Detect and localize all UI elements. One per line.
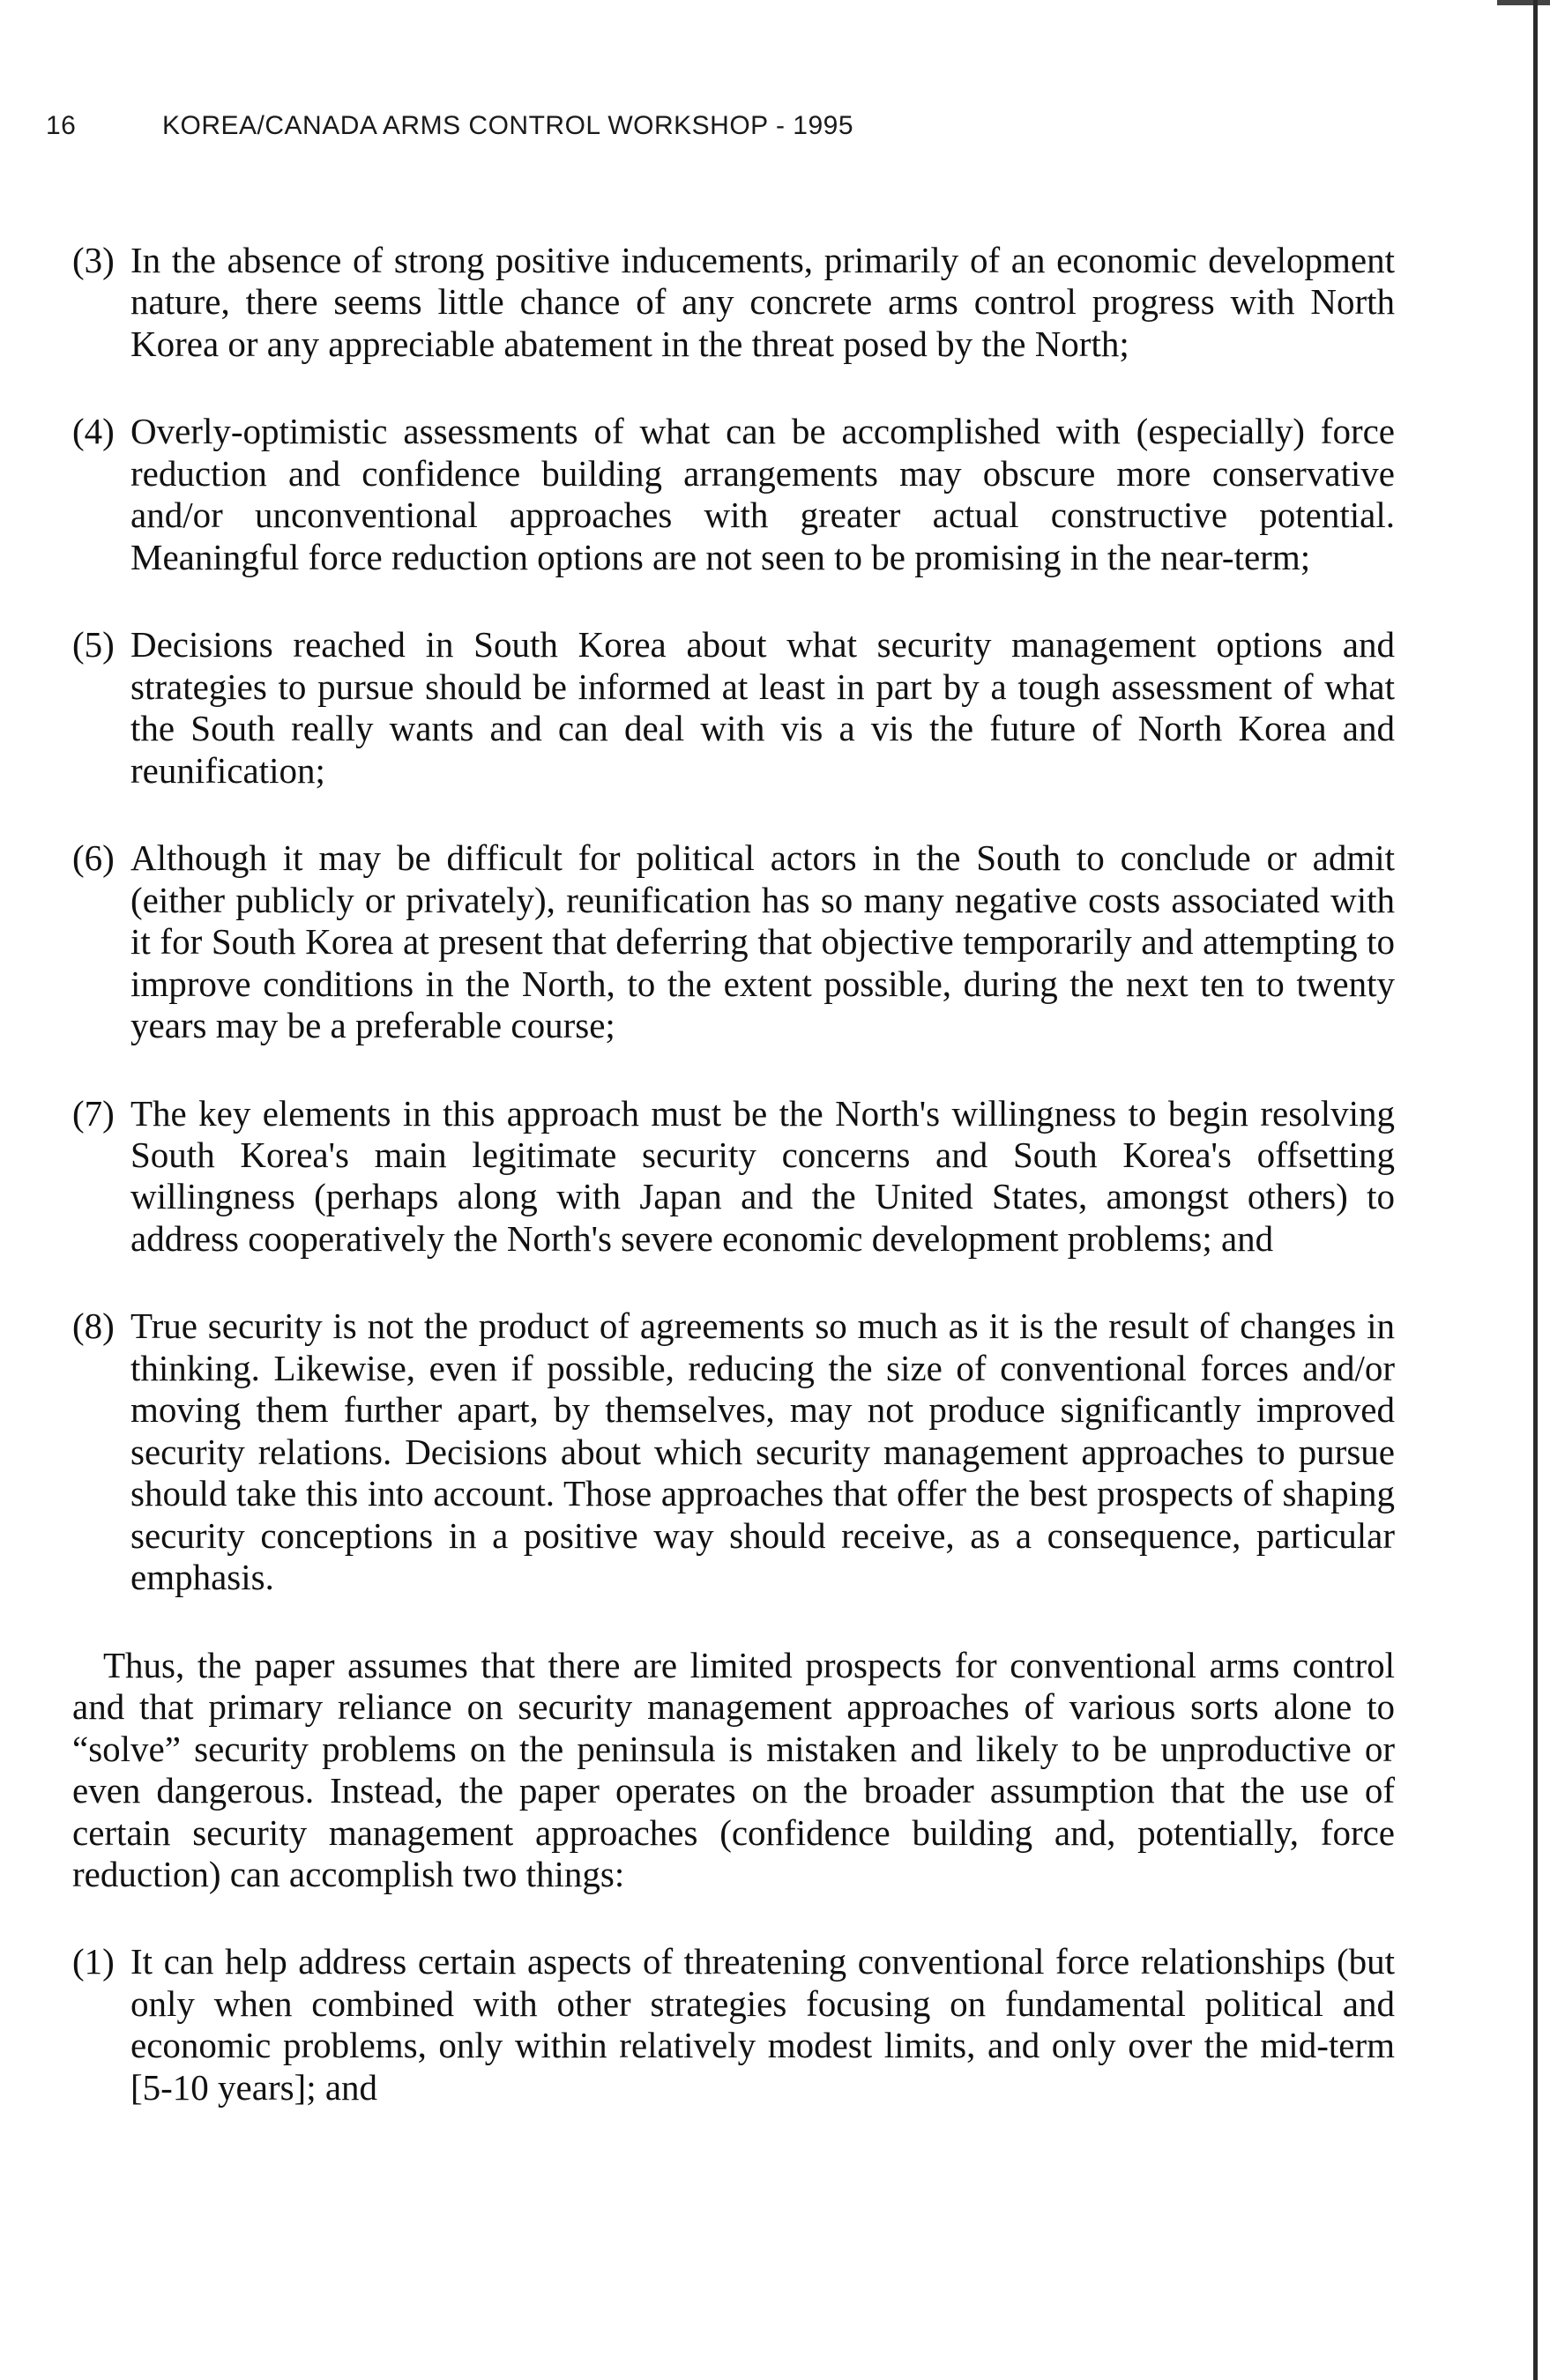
list-text: It can help address certain aspects of threatening conventional force relationships (but only when combined with other strategies focusing on fundamental political and economic problems, only within relatively modest limits, and only over the mid-term [5-10 years]; and: [130, 1941, 1395, 2108]
list-text: Although it may be difficult for political actors in the South to conclude or admit (either publicly or privately), reunification has so many negative costs associated with it for South Korea at present that deferring that objective temporarily and attempting to improve conditions in the North, to the extent possible, during the next ten to twenty years may be a preferable course;: [130, 837, 1395, 1046]
list-item-4: [72, 411, 1395, 578]
list-number: (5): [72, 624, 115, 666]
list-number: (6): [72, 837, 115, 879]
list-item-3: [72, 240, 1395, 365]
list-text: The key elements in this approach must be the North's willingness to begin resolving South Korea's main legitimate security concerns and South Korea's offsetting willingness (perhaps along with Japan and the United States, amongst others) to address cooperatively the North's severe economic development problems; and: [130, 1092, 1395, 1259]
list-text: In the absence of strong positive inducements, primarily of an economic development nature, there seems little chance of any concrete arms control progress with North Korea or any appreciable abatement in the threat posed by the North;: [130, 240, 1395, 364]
list-number: (4): [72, 411, 115, 452]
page-number: 16: [46, 111, 77, 140]
list-text: True security is not the product of agreements so much as it is the result of changes in thinking. Likewise, even if possible, reducing the size of conventional forces and/or moving them further apart, by themselves, may not produce significantly improved security relations. Decisions about which security management approaches to pursue should take this into account. Those approaches that offer the best prospects of shaping security conceptions in a positive way should receive, as a consequence, particular emphasis.: [130, 1305, 1395, 1598]
page-edge-rule: [1533, 0, 1538, 2380]
list-item-5: [72, 624, 1395, 792]
list-item-7: [72, 1093, 1395, 1261]
list-item-1: [72, 1941, 1395, 2109]
list-number: (3): [72, 240, 115, 280]
list-text: Decisions reached in South Korea about what security management options and strategies to pursue should be informed at least in part by a tough assessment of what the South really wants and can deal with vis a vis the future of North Korea and reunification;: [130, 624, 1395, 791]
running-title: KOREA/CANADA ARMS CONTROL WORKSHOP - 1995: [162, 111, 854, 140]
running-header: [46, 111, 853, 141]
list-item-8: [72, 1305, 1395, 1598]
list-number: (1): [72, 1941, 115, 1982]
page-body: [72, 240, 1395, 2154]
top-edge-mark: [1497, 0, 1550, 5]
list-text: Overly-optimistic assessments of what can be accomplished with (especially) force reduction and confidence building arrangements may obscure more conservative and/or unconventional approaches with greater actual constructive potential. Meaningful force reduction options are not seen to be promising in the near-term;: [130, 411, 1395, 577]
list-number: (8): [72, 1305, 115, 1347]
list-item-6: [72, 837, 1395, 1046]
list-number: (7): [72, 1092, 115, 1134]
body-paragraph: Thus, the paper assumes that there are limited prospects for conventional arms control and that primary reliance on security management approaches of various sorts alone to “solve” security problems on the peninsula is mistaken and likely to be unproductive or even dangerous. Instead, the paper operates on the broader assumption that the use of certain security management approaches (confidence building and, potentially, force reduction) can accomplish two things:: [72, 1644, 1395, 1894]
